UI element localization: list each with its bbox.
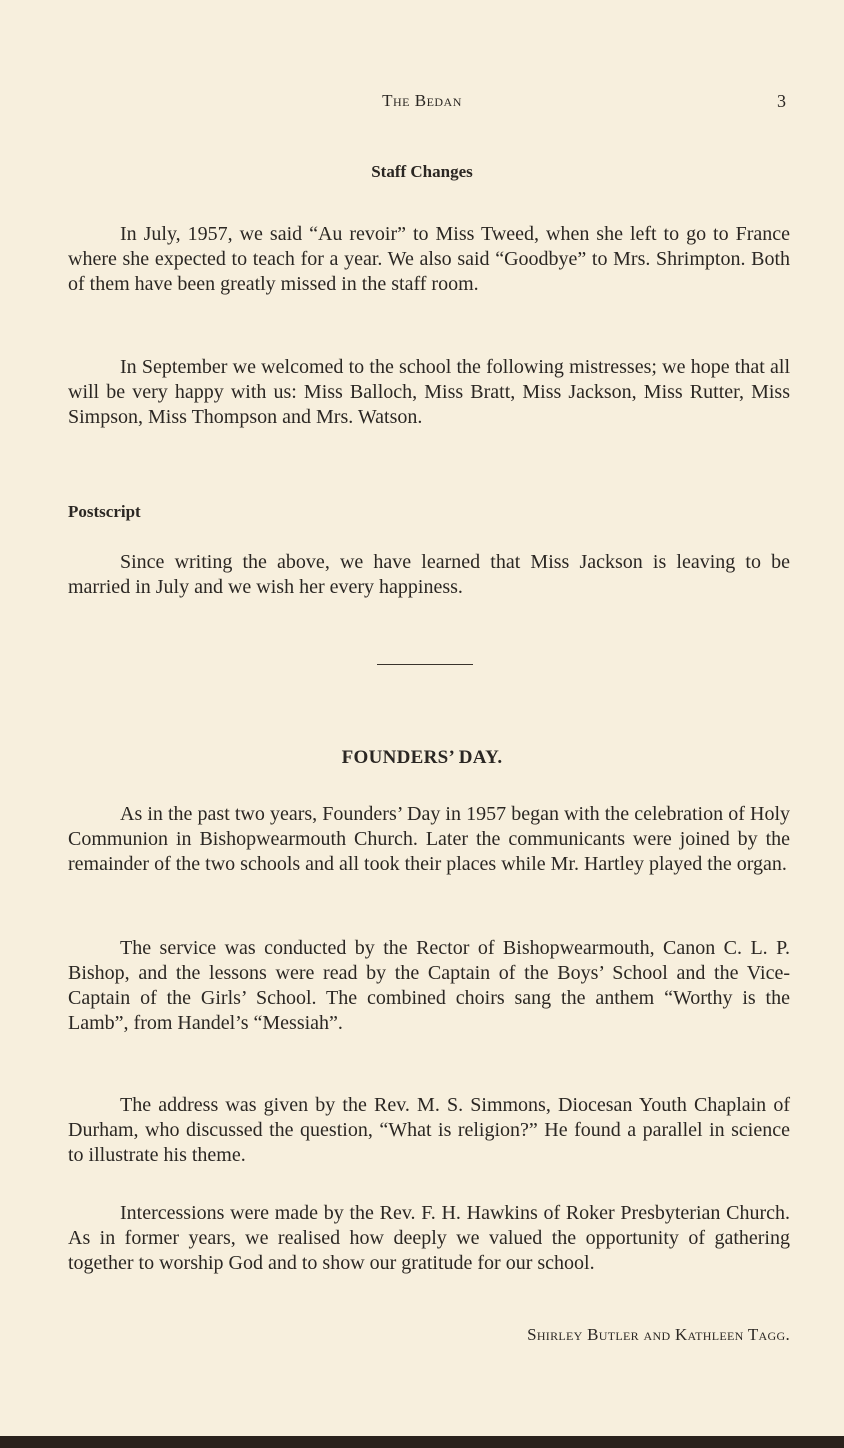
founders-day-heading: FOUNDERS’ DAY. [341,747,503,768]
postscript-paragraph: Since writing the above, we have learned that Miss Jackson is leaving to be married in July and we wish her every happiness. [68,551,790,598]
section-divider [377,664,473,665]
staff-changes-heading: Staff Changes [371,162,473,181]
page-number: 3 [777,91,786,111]
author-signature: Shirley Butler and Kathleen Tagg. [527,1325,790,1344]
founders-day-paragraph: The service was conducted by the Rector of Bishopwearmouth, Canon C. L. P. Bishop, and the lessons were read by the Captain of the Boys’ School and the Vice-Captain of the Girls’ School. The combined choirs sang the anthem “Worthy is the Lamb”, from Handel’s “Messiah”. [68,937,790,1034]
founders-day-paragraph: The address was given by the Rev. M. S. Simmons, Diocesan Youth Chaplain of Durham, who discussed the question, “What is religion?” He found a parallel in science to illustrate his theme. [68,1094,790,1166]
staff-changes-paragraph: In September we welcomed to the school the following mistresses; we hope that all will be very happy with us: Miss Balloch, Miss Bratt, Miss Jackson, Miss Rutter, Miss Simpson, Miss Thompson and Mrs. Watson. [68,356,790,428]
postscript-heading: Postscript [68,502,141,521]
page-bottom-edge [0,1436,844,1448]
running-title: The Bedan [382,91,462,110]
founders-day-paragraph: Intercessions were made by the Rev. F. H. Hawkins of Roker Presbyterian Church. As in former years, we realised how deeply we valued the opportunity of gathering together to worship God and to show our gratitude for our school. [68,1202,790,1274]
staff-changes-paragraph: In July, 1957, we said “Au revoir” to Miss Tweed, when she left to go to France where she expected to teach for a year. We also said “Goodbye” to Mrs. Shrimpton. Both of them have been greatly missed in the staff room. [68,223,790,295]
founders-day-paragraph: As in the past two years, Founders’ Day in 1957 began with the celebration of Holy Communion in Bishopwearmouth Church. Later the communicants were joined by the remainder of the two schools and all took their places while Mr. Hartley played the organ. [68,803,790,875]
